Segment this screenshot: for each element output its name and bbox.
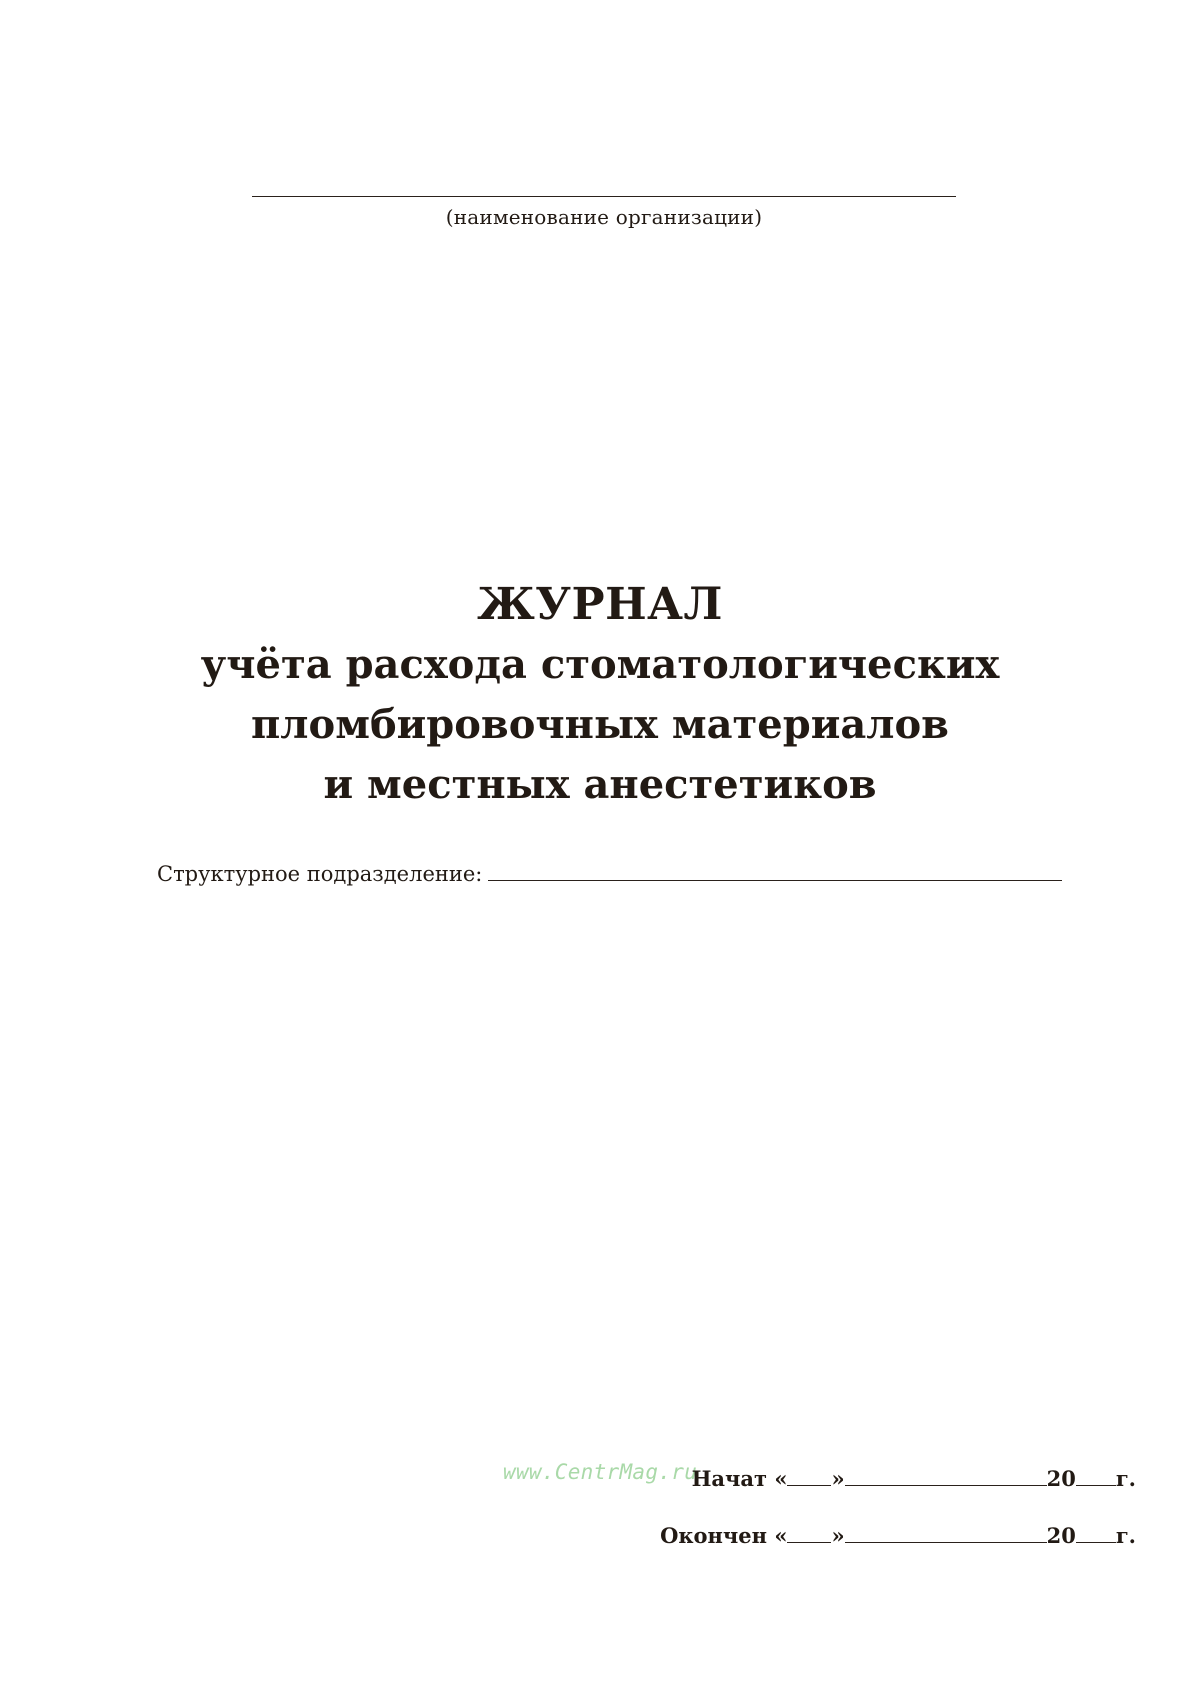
department-label: Структурное подразделение: bbox=[157, 862, 483, 886]
watermark: www.CentrMag.ru bbox=[503, 1460, 698, 1484]
end-century: 20 bbox=[1046, 1523, 1076, 1548]
end-year-suffix: г. bbox=[1115, 1523, 1136, 1548]
title-line-3: и местных анестетиков bbox=[323, 761, 877, 808]
title-main: ЖУРНАЛ bbox=[477, 579, 723, 630]
end-date-field bbox=[660, 1523, 1136, 1548]
end-day-blank bbox=[787, 1542, 831, 1543]
end-year-blank bbox=[1076, 1542, 1116, 1543]
department-blank-line bbox=[488, 880, 1062, 881]
start-year-blank bbox=[1076, 1485, 1116, 1486]
start-date-label: Начат bbox=[691, 1466, 768, 1491]
start-day-blank bbox=[787, 1485, 831, 1486]
start-month-blank bbox=[845, 1485, 1047, 1486]
end-open-quote: « bbox=[774, 1523, 788, 1548]
end-month-blank bbox=[845, 1542, 1047, 1543]
department-field bbox=[157, 862, 1062, 886]
organization-name-line bbox=[252, 196, 956, 197]
organization-block bbox=[252, 196, 956, 229]
title-line-1: учёта расхода стоматологических bbox=[200, 641, 1000, 688]
start-date-field bbox=[692, 1466, 1136, 1491]
title-line-2: пломбировочных материалов bbox=[251, 701, 949, 748]
start-open-quote: « bbox=[774, 1466, 788, 1491]
start-year-suffix: г. bbox=[1115, 1466, 1136, 1491]
start-century: 20 bbox=[1046, 1466, 1076, 1491]
end-date-label: Окончен bbox=[660, 1523, 768, 1548]
end-close-quote: » bbox=[831, 1523, 845, 1548]
organization-caption: (наименование организации) bbox=[445, 205, 763, 229]
start-close-quote: » bbox=[831, 1466, 845, 1491]
journal-title bbox=[0, 575, 1200, 815]
